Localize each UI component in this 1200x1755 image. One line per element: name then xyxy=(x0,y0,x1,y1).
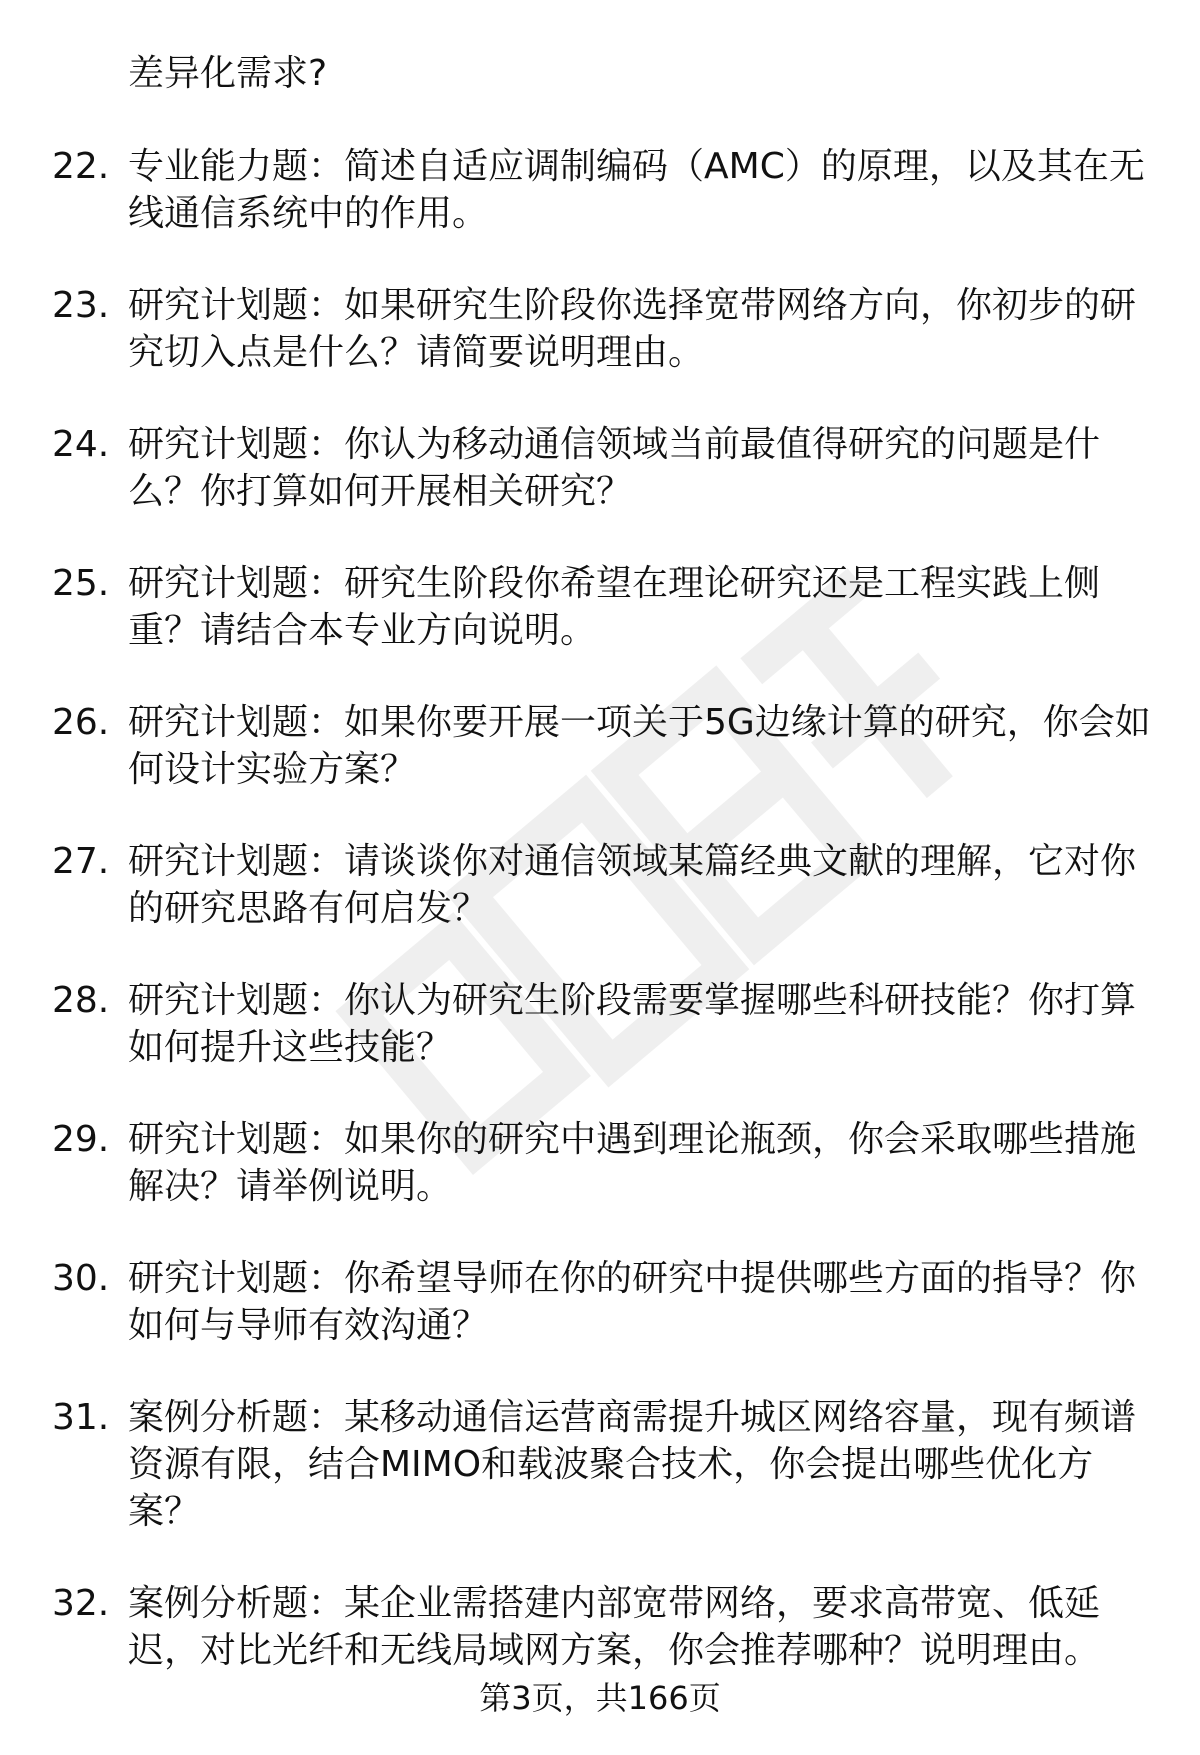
list-item xyxy=(52,421,1162,515)
continued-text: 差异化需求? xyxy=(128,53,328,94)
item-number: 32. xyxy=(52,1583,110,1624)
item-number: 23. xyxy=(52,285,110,326)
item-text: 研究计划题：请谈谈你对通信领域某篇经典文献的理解，它对你的研究思路有何启发？ xyxy=(128,841,1137,929)
item-number: 31. xyxy=(52,1397,110,1438)
item-text: 案例分析题：某移动通信运营商需提升城区网络容量，现有频谱资源有限，结合MIMO和载波聚合技术，你会提出哪些优化方案？ xyxy=(128,1397,1137,1532)
item-text: 研究计划题：你希望导师在你的研究中提供哪些方面的指导？你如何与导师有效沟通？ xyxy=(128,1258,1137,1346)
item-text: 研究计划题：你认为研究生阶段需要掌握哪些科研技能？你打算如何提升这些技能？ xyxy=(128,980,1137,1068)
item-number: 22. xyxy=(52,146,110,187)
list-item xyxy=(52,977,1162,1071)
item-number: 24. xyxy=(52,424,110,465)
list-item xyxy=(52,1255,1162,1349)
item-text: 研究计划题：如果你要开展一项关于5G边缘计算的研究，你会如何设计实验方案？ xyxy=(128,702,1151,790)
item-text: 案例分析题：某企业需搭建内部宽带网络，要求高带宽、低延迟，对比光纤和无线局域网方案，你会推荐哪种？说明理由。 xyxy=(128,1583,1101,1671)
item-number: 28. xyxy=(52,980,110,1021)
item-text: 研究计划题：如果研究生阶段你选择宽带网络方向，你初步的研究切入点是什么？请简要说明理由。 xyxy=(128,285,1137,373)
item-text: 专业能力题：简述自适应调制编码（AMC）的原理，以及其在无线通信系统中的作用。 xyxy=(128,146,1145,234)
list-item xyxy=(52,282,1162,376)
list-item xyxy=(52,838,1162,932)
page-footer: 第3页，共166页 xyxy=(479,1679,721,1717)
item-number: 26. xyxy=(52,702,110,743)
list-item xyxy=(52,143,1162,237)
item-number: 30. xyxy=(52,1258,110,1299)
list-item xyxy=(52,1116,1162,1210)
list-item xyxy=(52,699,1162,793)
list-item xyxy=(52,1580,1162,1674)
item-number: 29. xyxy=(52,1119,110,1160)
list-item xyxy=(52,1394,1162,1535)
item-number: 25. xyxy=(52,563,110,604)
list-item xyxy=(52,560,1162,654)
item-text: 研究计划题：你认为移动通信领域当前最值得研究的问题是什么？你打算如何开展相关研究？ xyxy=(128,424,1101,512)
item-number: 27. xyxy=(52,841,110,882)
item-text: 研究计划题：研究生阶段你希望在理论研究还是工程实践上侧重？请结合本专业方向说明。 xyxy=(128,563,1101,651)
question-list xyxy=(52,50,1162,1719)
item-text: 研究计划题：如果你的研究中遇到理论瓶颈，你会采取哪些措施解决？请举例说明。 xyxy=(128,1119,1137,1207)
